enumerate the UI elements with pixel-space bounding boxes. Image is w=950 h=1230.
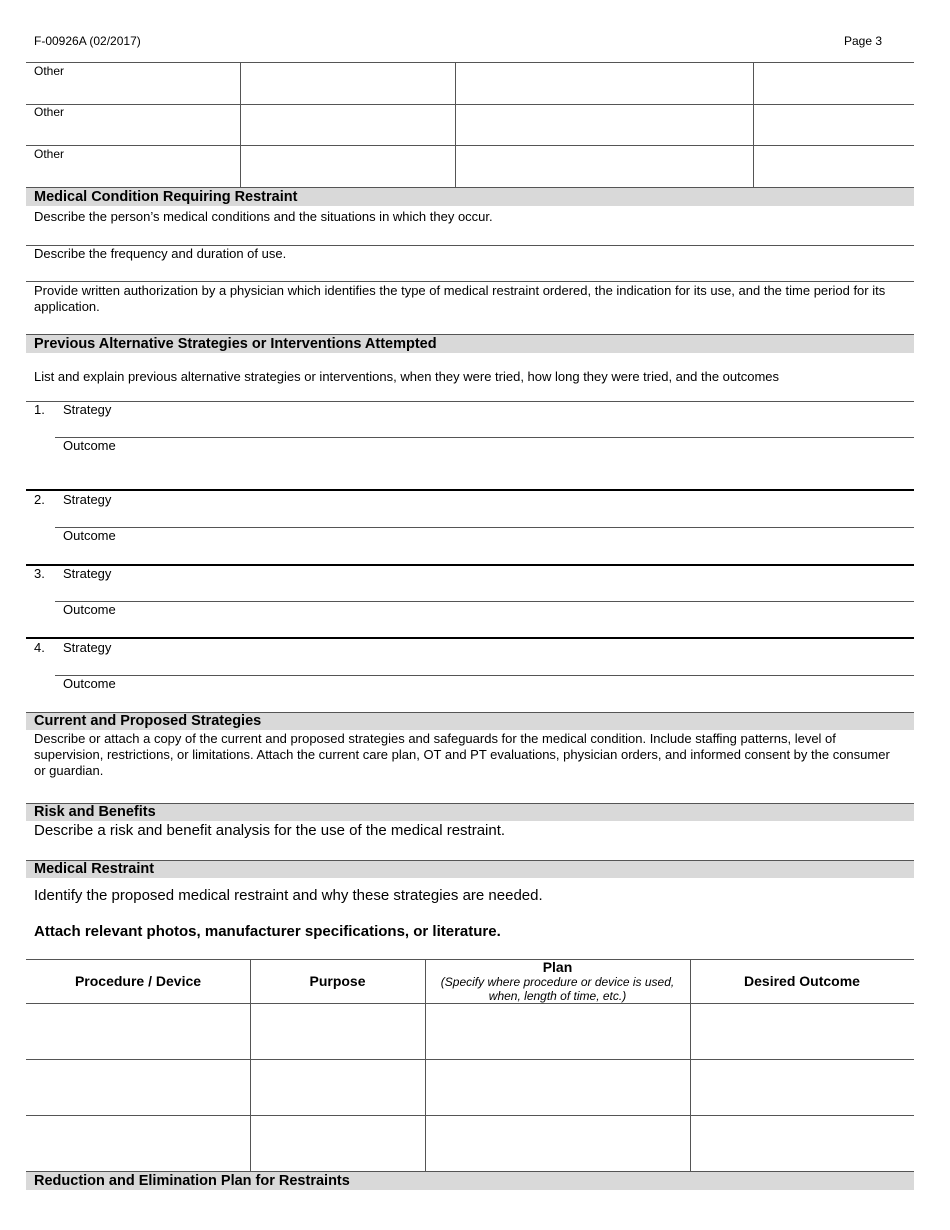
risk-benefits-text: Describe a risk and benefit analysis for the use of the medical restraint. [34,822,506,839]
strategy-label: Strategy [63,640,112,655]
current-strategies-text: Describe or attach a copy of the current and proposed strategies and safeguards for the medical condition. Include staffing patterns, level of supervision, restrictions, or limitations. Attach the current care plan, OT and PT evaluations, physician orders, and informed consent by the consumer or guardian. [34,731,890,778]
outcome-label: Outcome [63,528,116,543]
plan-cell[interactable] [426,1060,689,1114]
plan-cell[interactable] [426,1004,689,1058]
other-field[interactable] [456,63,752,104]
other-field[interactable] [241,63,454,104]
other-label: Other [34,105,65,119]
column-header-procedure: Procedure / Device [74,973,202,989]
divider [26,401,914,402]
item-number: 3. [34,566,45,581]
medical-restraint-text: Identify the proposed medical restraint and why these strategies are needed. [34,887,543,904]
other-field[interactable] [241,105,454,145]
strategy-label: Strategy [63,566,112,581]
section-medical-restraint: Medical Restraint [26,861,914,878]
procedure-cell[interactable] [27,1004,249,1058]
outcome-label: Outcome [63,676,116,691]
frequency-question: Describe the frequency and duration of use. [34,246,287,261]
procedure-cell[interactable] [27,1060,249,1114]
item-number: 4. [34,640,45,655]
outcome-cell[interactable] [691,1060,913,1114]
divider [55,675,914,676]
other-field[interactable] [754,63,914,104]
divider [55,437,914,438]
procedure-cell[interactable] [27,1116,249,1170]
medical-condition-question: Describe the person’s medical conditions and the situations in which they occur. [34,209,493,224]
other-label: Other [34,147,65,161]
outcome-label: Outcome [63,602,116,617]
authorization-question: Provide written authorization by a physician which identifies the type of medical restraint ordered, the indication for its use, and the time period for its application. [34,283,886,314]
other-field[interactable] [456,105,752,145]
section-previous-strategies: Previous Alternative Strategies or Interventions Attempted [26,335,914,353]
divider [26,281,914,282]
section-current-strategies: Current and Proposed Strategies [26,713,914,730]
outcome-label: Outcome [63,438,116,453]
other-field[interactable] [241,146,454,187]
page-number: Page 3 [844,34,883,48]
divider [26,489,914,491]
divider [55,601,914,602]
section-risk-benefits: Risk and Benefits [26,804,914,821]
strategy-label: Strategy [63,492,112,507]
column-header-purpose: Purpose [309,973,366,989]
form-id: F-00926A (02/2017) [34,34,141,48]
other-field[interactable] [456,146,752,187]
plan-cell[interactable] [426,1116,689,1170]
divider [26,637,914,639]
other-field[interactable] [754,146,914,187]
purpose-cell[interactable] [251,1116,424,1170]
item-number: 1. [34,402,45,417]
column-header-plan-note: (Specify where procedure or device is used, when, length of time, etc.) [440,975,675,1003]
section-reduction-plan: Reduction and Elimination Plan for Restraints [26,1172,914,1190]
attach-instructions: Attach relevant photos, manufacturer specifications, or literature. [34,923,501,940]
outcome-cell[interactable] [691,1116,913,1170]
section-medical-condition: Medical Condition Requiring Restraint [26,188,914,206]
outcome-cell[interactable] [691,1004,913,1058]
previous-instructions: List and explain previous alternative strategies or interventions, when they were tried, how long they were tried, and the outcomes [34,369,780,384]
strategy-label: Strategy [63,402,112,417]
item-number: 2. [34,492,45,507]
other-field[interactable] [754,105,914,145]
column-header-outcome: Desired Outcome [744,973,860,989]
purpose-cell[interactable] [251,1004,424,1058]
other-label: Other [34,64,65,78]
purpose-cell[interactable] [251,1060,424,1114]
divider [26,564,914,566]
column-header-plan: Plan [542,959,573,975]
divider [55,527,914,528]
